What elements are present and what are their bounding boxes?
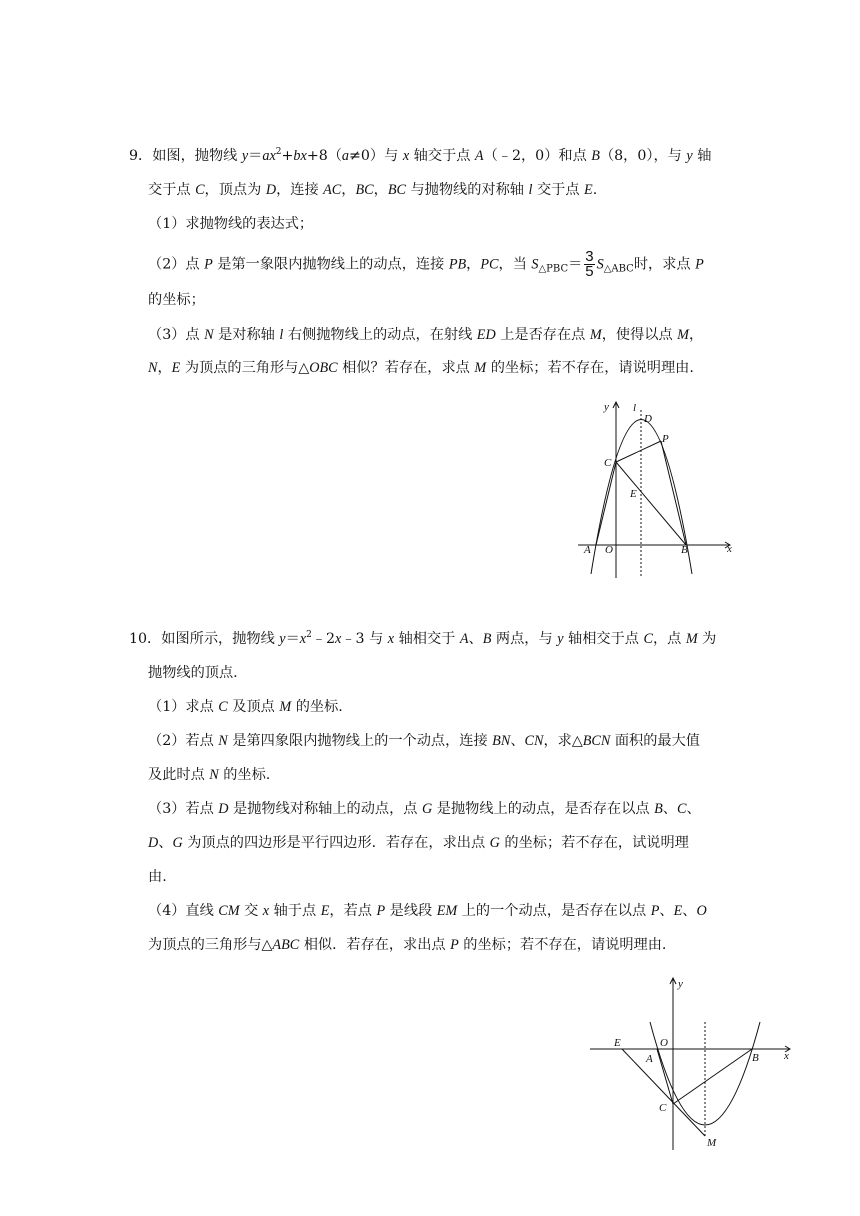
label-C: C xyxy=(659,1102,667,1114)
problem-10-part-3-cont2: 由. xyxy=(148,869,167,885)
segment-PC xyxy=(616,441,661,462)
label-x: x xyxy=(784,1050,789,1062)
problem-9-part-2-cont: 的坐标； xyxy=(148,292,205,308)
label-O: O xyxy=(605,544,613,556)
problem-10-part-4: （4）直线 CM 交 x 轴于点 E，若点 P 是线段 EM 上的一个动点，是否存在以点 P、E、O xyxy=(148,903,707,919)
problem-10-part-2-cont: 及此时点 N 的坐标. xyxy=(148,767,271,783)
problem-10-part-3: （3）若点 D 是抛物线对称轴上的动点，点 G 是抛物线上的动点，是否存在以点 B、C、 xyxy=(148,801,701,817)
label-C: C xyxy=(604,457,612,469)
problem-10-line-1: 10．如图所示，抛物线 $y=x^2﹣2x﹣3$ 与 x 轴相交于 A、B 两点，与 y 轴相交于点 C，点 M 为 xyxy=(129,630,717,647)
problem-9-part-2: （2）点 P 是第一象限内抛物线上的动点，连接 PB，PC，当 $S_{\triangle PBC}=$ $\frac{3}{5}$ $S_{\triangle ABC}$时，求点 P xyxy=(148,248,704,280)
problem-10-part-2: （2）若点 N 是第四象限内抛物线上的一个动点，连接 BN、CN，求△BCN 面积的最大值 xyxy=(148,733,700,749)
problem-number: 10． xyxy=(129,631,162,647)
segment-BC xyxy=(616,462,686,545)
problem-9-line-2: 交于点 C，顶点为 D，连接 AC，BC，BC 与抛物线的对称轴 l 交于点 E. xyxy=(148,182,598,198)
label-y: y xyxy=(604,401,609,413)
label-x: x xyxy=(727,543,732,555)
line-EM xyxy=(622,1049,705,1136)
segment-AC xyxy=(657,1049,673,1104)
problem-9-part-1: （1）求抛物线的表达式； xyxy=(148,216,314,232)
label-B: B xyxy=(752,1052,759,1064)
segment-BC xyxy=(673,1049,752,1104)
problem-9-part-3: （3）点 N 是对称轴 l 右侧抛物线上的动点，在射线 ED 上是否存在点 M，使得以点 M， xyxy=(148,327,704,343)
label-l: l xyxy=(633,402,637,414)
label-E: E xyxy=(614,1037,621,1049)
problem-10-figure xyxy=(586,972,796,1156)
fraction-three-fifths: $\frac{3}{5}$ xyxy=(585,248,594,280)
label-B: B xyxy=(681,544,688,556)
problem-10-part-4-cont: 为顶点的三角形与△ABC 相似．若存在，求出点 P 的坐标；若不存在，请说明理由. xyxy=(148,937,667,953)
problem-10-part-3-cont: D、G 为顶点的四边形是平行四边形．若存在，求出点 G 的坐标；若不存在，试说明理 xyxy=(148,835,689,851)
problem-10-part-1: （1）求点 C 及顶点 M 的坐标. xyxy=(148,699,343,715)
label-A: A xyxy=(584,544,591,556)
label-E: E xyxy=(630,488,637,500)
problem-9-line-1: 9．如图，抛物线 $y=ax^2+bx+8(a\ne 0)$与 x 轴交于点 A（﹣2，0）和点 B（8，0），与 y 轴 xyxy=(129,147,712,164)
label-P: P xyxy=(662,433,669,445)
problem-9-figure xyxy=(572,396,744,582)
problem-10-line-2: 抛物线的顶点. xyxy=(148,665,238,681)
problem-9-part-3-cont: N，E 为顶点的三角形与△OBC 相似？若存在，求点 M 的坐标；若不存在，请说明理由. xyxy=(148,360,694,376)
problem-number: 9． xyxy=(129,148,153,164)
label-M: M xyxy=(707,1137,717,1149)
segment-AC xyxy=(596,462,616,545)
label-O: O xyxy=(660,1037,668,1049)
segment-PB xyxy=(661,441,686,545)
label-A: A xyxy=(646,1053,653,1065)
label-D: D xyxy=(644,413,652,425)
label-y: y xyxy=(678,978,683,990)
